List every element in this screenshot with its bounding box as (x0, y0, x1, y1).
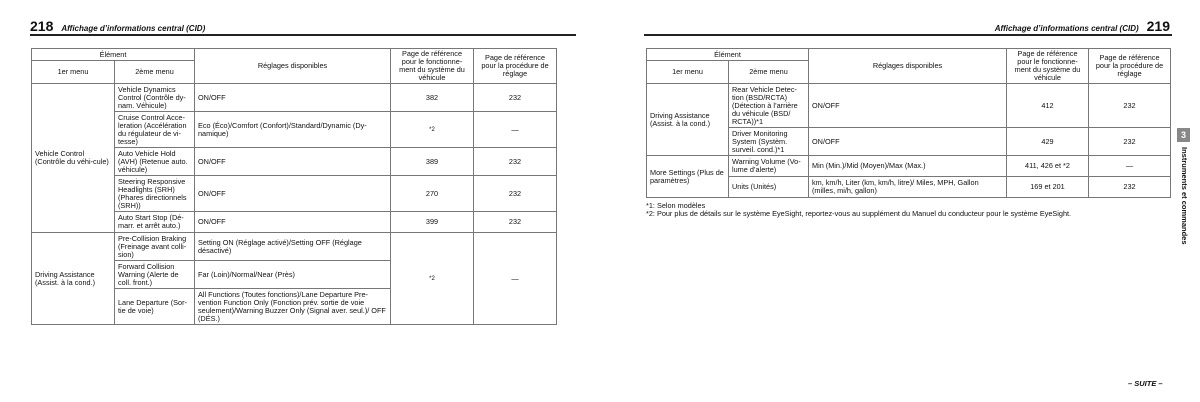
menu2-cell: Steering Responsive Headlights (SRH) (Phares directionnels (SRH)) (115, 176, 195, 212)
col-element: Élément (647, 49, 809, 61)
chapter-tab-number: 3 (1177, 128, 1190, 142)
footnote: *2: Pour plus de détails sur le système EyeSight, reportez-vous au supplément du Manuel du conducteur pour le système EyeSight. (646, 209, 1072, 218)
ref-procedure-cell: 232 (474, 176, 557, 212)
col-menu2: 2ème menu (115, 61, 195, 84)
settings-cell: ON/OFF (809, 128, 1007, 156)
menu2-cell: Units (Unités) (729, 177, 809, 198)
menu2-cell: Driver Monitoring System (Systèm. surveil. cond.)*1 (729, 128, 809, 156)
settings-cell: Far (Loin)/Normal/Near (Près) (195, 261, 391, 289)
settings-cell: Min (Min.)/Mid (Moyen)/Max (Max.) (809, 156, 1007, 177)
header-rule-right (644, 34, 1172, 36)
menu1-cell: Driving Assistance (Assist. à la cond.) (32, 233, 115, 325)
menu2-cell: Cruise Control Acce-leration (Accélération du régulateur de vi-tesse) (115, 112, 195, 148)
menu2-cell: Lane Departure (Sor-tie de voie) (115, 289, 195, 325)
menu1-cell: Driving Assistance (Assist. à la cond.) (647, 84, 729, 156)
page-number-right: 219 (1146, 18, 1170, 34)
settings-table-left (31, 48, 557, 325)
section-title-right: Affichage d’informations central (CID) (994, 24, 1139, 33)
col-menu1: 1er menu (647, 61, 729, 84)
col-menu1: 1er menu (32, 61, 115, 84)
col-settings: Réglages disponibles (195, 49, 391, 84)
menu2-cell: Warning Volume (Vo-lume d’alerte) (729, 156, 809, 177)
ref-function-cell: *2 (391, 233, 474, 325)
ref-function-cell: 429 (1007, 128, 1089, 156)
ref-procedure-cell: 232 (1089, 177, 1171, 198)
settings-cell: km, km/h, Liter (km, km/h, litre)/ Miles, MPH, Gallon (milles, mi/h, gallon) (809, 177, 1007, 198)
menu1-cell: More Settings (Plus de paramètres) (647, 156, 729, 198)
ref-procedure-cell: 232 (474, 84, 557, 112)
settings-cell: ON/OFF (195, 148, 391, 176)
table-row (32, 233, 557, 261)
ref-function-cell: 382 (391, 84, 474, 112)
settings-cell: Eco (Éco)/Comfort (Confort)/Standard/Dynamic (Dy-namique) (195, 112, 391, 148)
ref-procedure-cell: — (474, 233, 557, 325)
col-ref-procedure: Page de référence pour la procédure de réglage (474, 49, 557, 84)
ref-function-cell: 412 (1007, 84, 1089, 128)
col-ref-procedure: Page de référence pour la procédure de réglage (1089, 49, 1171, 84)
col-element: Élément (32, 49, 195, 61)
table-row (32, 84, 557, 112)
settings-cell: ON/OFF (195, 212, 391, 233)
menu2-cell: Auto Vehicle Hold (AVH) (Retenue auto. véhicule) (115, 148, 195, 176)
ref-function-cell: 389 (391, 148, 474, 176)
menu2-cell: Rear Vehicle Detec-tion (BSD/RCTA) (Détection à l’arrière du véhicule (BSD/ RCTA))*1 (729, 84, 809, 128)
col-settings: Réglages disponibles (809, 49, 1007, 84)
ref-procedure-cell: 232 (474, 148, 557, 176)
table-row (647, 84, 1171, 128)
ref-procedure-cell: — (1089, 156, 1171, 177)
section-title-left: Affichage d’informations central (CID) (61, 24, 206, 33)
menu2-cell: Vehicle Dynamics Control (Contrôle dy-nam. Véhicule) (115, 84, 195, 112)
ref-function-cell: 169 et 201 (1007, 177, 1089, 198)
menu2-cell: Pre-Collision Braking (Freinage avant colli-sion) (115, 233, 195, 261)
col-menu2: 2ème menu (729, 61, 809, 84)
chapter-tab-label: Instruments et commandes (1180, 147, 1189, 245)
header-rule-left (30, 34, 576, 36)
ref-function-cell: *2 (391, 112, 474, 148)
ref-procedure-cell: — (474, 112, 557, 148)
table-row (647, 156, 1171, 177)
ref-procedure-cell: 232 (1089, 128, 1171, 156)
ref-function-cell: 399 (391, 212, 474, 233)
ref-procedure-cell: 232 (1089, 84, 1171, 128)
menu2-cell: Auto Start Stop (Dé-marr. et arrêt auto.) (115, 212, 195, 233)
settings-cell: ON/OFF (195, 84, 391, 112)
settings-cell: Setting ON (Réglage activé)/Setting OFF (Réglage désactivé) (195, 233, 391, 261)
col-ref-function: Page de référence pour le fonctionne-ment du système du véhicule (1007, 49, 1089, 84)
page-number-left: 218 (30, 18, 54, 34)
footnotes (646, 202, 1071, 218)
continued-marker: – SUITE – (1128, 379, 1163, 388)
menu1-cell: Vehicle Control (Contrôle du véhi-cule) (32, 84, 115, 233)
col-ref-function: Page de référence pour le fonctionne-ment du système du véhicule (391, 49, 474, 84)
ref-procedure-cell: 232 (474, 212, 557, 233)
settings-cell: ON/OFF (195, 176, 391, 212)
footnote: *1: Selon modèles (646, 201, 706, 210)
settings-cell: ON/OFF (809, 84, 1007, 128)
menu2-cell: Forward Collision Warning (Alerte de coll. front.) (115, 261, 195, 289)
settings-cell: All Functions (Toutes fonctions)/Lane Departure Pre-vention Function Only (Fonction prév. sortie de voie seulement)/Warning Buzzer Only (Signal aver. seul.)/ OFF (DÉS.) (195, 289, 391, 325)
settings-table-right (646, 48, 1171, 198)
ref-function-cell: 270 (391, 176, 474, 212)
ref-function-cell: 411, 426 et *2 (1007, 156, 1089, 177)
